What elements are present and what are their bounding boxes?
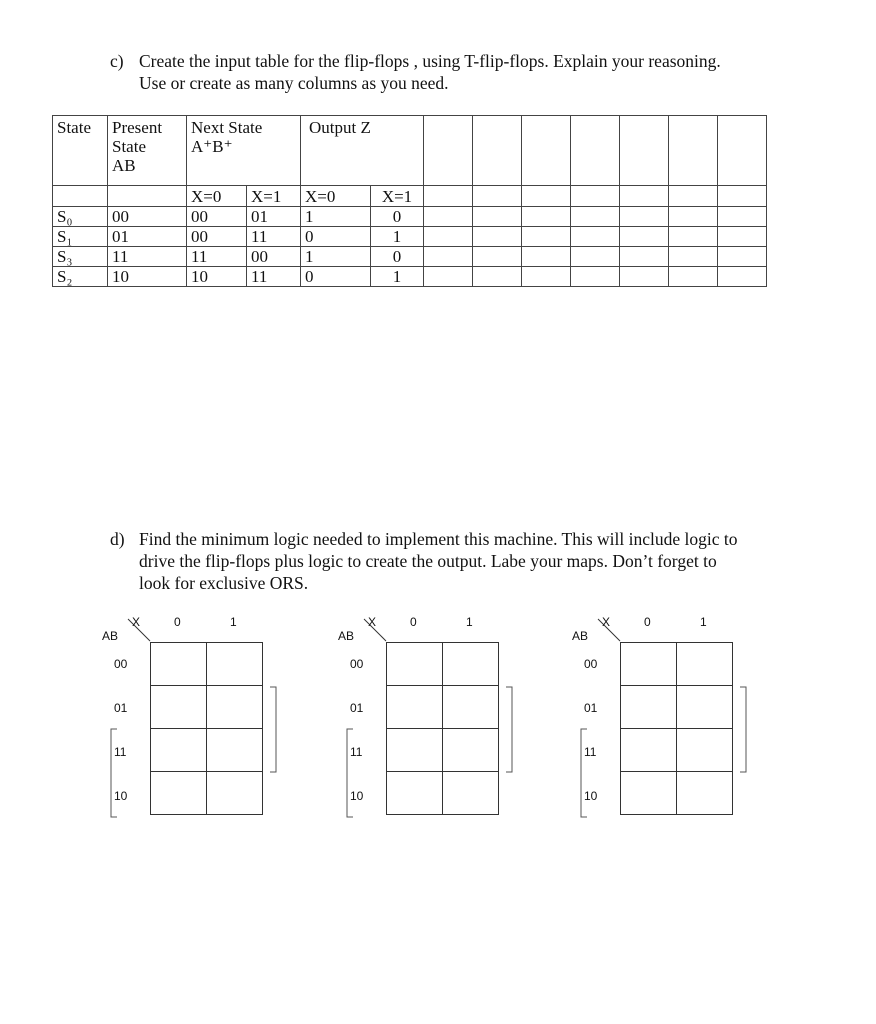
next-x1-cell: 11 [247, 267, 301, 287]
empty-cell[interactable] [571, 227, 620, 247]
empty-cell[interactable] [473, 247, 522, 267]
present-cell: 11 [108, 247, 187, 267]
next-x0-cell: 00 [187, 207, 247, 227]
present-cell: 01 [108, 227, 187, 247]
empty-cell[interactable] [473, 207, 522, 227]
state-cell: S₃ [53, 247, 108, 267]
state-cell: S₁ [53, 227, 108, 247]
table-row [53, 247, 767, 267]
empty-cell[interactable] [424, 247, 473, 267]
kmap-bracket-icon [344, 617, 597, 827]
empty-cell[interactable] [424, 227, 473, 247]
kmap-col-var: X [132, 615, 141, 629]
z-x0-cell: 0 [301, 227, 371, 247]
z-x1-cell: 1 [371, 267, 424, 287]
empty-cell[interactable] [669, 247, 718, 267]
empty-cell[interactable] [620, 227, 669, 247]
empty-cell[interactable] [669, 186, 718, 207]
table-header-row [53, 116, 767, 186]
subheader-next-x1: X=1 [247, 186, 301, 207]
next-x0-cell: 11 [187, 247, 247, 267]
empty-cell[interactable] [571, 267, 620, 287]
empty-cell[interactable] [620, 207, 669, 227]
next-x1-cell: 11 [247, 227, 301, 247]
header-next-state [187, 116, 301, 186]
kmap-row-00: 00 [584, 657, 598, 671]
table-subheader-row [53, 186, 767, 207]
kmap-row-10: 10 [584, 789, 598, 803]
empty-cell[interactable] [571, 116, 620, 186]
kmap-row-var: AB [572, 629, 589, 643]
kmap-col-0: 0 [174, 615, 181, 629]
flip-flop-table [52, 115, 767, 287]
empty-cell[interactable] [718, 116, 767, 186]
kmap-row-01: 01 [114, 701, 128, 715]
next-x1-cell: 00 [247, 247, 301, 267]
kmap-row-11: 11 [114, 745, 127, 759]
empty-cell[interactable] [522, 116, 571, 186]
question-d [110, 528, 840, 598]
empty-cell[interactable] [669, 267, 718, 287]
state-cell: S₀ [53, 207, 108, 227]
empty-cell[interactable] [718, 227, 767, 247]
kmap-col-0: 0 [644, 615, 651, 629]
kmap-bracket-icon [108, 617, 358, 827]
state-cell: S₂ [53, 267, 108, 287]
present-cell: 00 [108, 207, 187, 227]
header-next-l2: A⁺B⁺ [191, 137, 233, 156]
empty-cell[interactable] [473, 186, 522, 207]
kmap-bracket-icon [578, 617, 828, 827]
next-x0-cell: 00 [187, 227, 247, 247]
kmap-col-0: 0 [410, 615, 417, 629]
header-next-l1: Next State [191, 118, 263, 137]
table-row [53, 227, 767, 247]
table-row [53, 267, 767, 287]
kmap-2 [338, 615, 597, 827]
question-c-label: c) [110, 51, 124, 71]
z-x0-cell: 0 [301, 267, 371, 287]
kmap-row-00: 00 [114, 657, 128, 671]
kmap-row-11: 11 [350, 745, 363, 759]
header-present-state [108, 116, 187, 186]
empty-cell[interactable] [620, 186, 669, 207]
kmap-3 [572, 615, 828, 827]
empty-cell[interactable] [718, 267, 767, 287]
empty-cell[interactable] [669, 207, 718, 227]
present-cell: 10 [108, 267, 187, 287]
kmap-1 [102, 615, 358, 827]
empty-cell[interactable] [669, 227, 718, 247]
header-present-l1: Present [112, 118, 163, 137]
empty-cell[interactable] [522, 227, 571, 247]
next-x1-cell: 01 [247, 207, 301, 227]
header-present-l3: AB [112, 156, 136, 175]
empty-cell[interactable] [424, 186, 473, 207]
empty-cell[interactable] [473, 267, 522, 287]
empty-cell[interactable] [522, 186, 571, 207]
empty-cell[interactable] [620, 267, 669, 287]
table-row [53, 207, 767, 227]
empty-cell[interactable] [571, 186, 620, 207]
question-d-line3: look for exclusive ORS. [139, 573, 309, 593]
empty-cell[interactable] [620, 116, 669, 186]
empty-cell[interactable] [473, 227, 522, 247]
question-d-label: d) [110, 529, 125, 549]
question-c-line2: Use or create as many columns as you need. [139, 73, 449, 93]
empty-cell[interactable] [473, 116, 522, 186]
subheader-next-x0: X=0 [187, 186, 247, 207]
kmap-col-1: 1 [230, 615, 237, 629]
empty-cell[interactable] [424, 207, 473, 227]
kmap-row-var: AB [102, 629, 119, 643]
z-x1-cell: 1 [371, 227, 424, 247]
question-d-line2: drive the flip-flops plus logic to create the output. Labe your maps. Don’t forget to [139, 551, 717, 571]
kmap-row-10: 10 [350, 789, 364, 803]
z-x1-cell: 0 [371, 247, 424, 267]
kmap-row-11: 11 [584, 745, 597, 759]
kmap-row-var: AB [338, 629, 355, 643]
empty-cell[interactable] [571, 247, 620, 267]
z-x0-cell: 1 [301, 247, 371, 267]
header-output-label: Output Z [309, 118, 371, 137]
empty-cell[interactable] [522, 267, 571, 287]
empty-cell[interactable] [522, 207, 571, 227]
header-output [301, 116, 424, 186]
empty-cell[interactable] [669, 116, 718, 186]
empty-cell[interactable] [718, 186, 767, 207]
next-x0-cell: 10 [187, 267, 247, 287]
empty-cell[interactable] [718, 207, 767, 227]
question-c [110, 50, 830, 100]
z-x1-cell: 0 [371, 207, 424, 227]
header-state: State [53, 116, 108, 186]
empty-cell [53, 186, 108, 207]
z-x0-cell: 1 [301, 207, 371, 227]
header-present-l2: State [112, 137, 146, 156]
empty-cell[interactable] [424, 116, 473, 186]
empty-cell[interactable] [620, 247, 669, 267]
question-c-line1: Create the input table for the flip-flops , using T-flip-flops. Explain your reasoning. [139, 51, 721, 71]
kmap-row-01: 01 [350, 701, 364, 715]
subheader-z-x0: X=0 [301, 186, 371, 207]
empty-cell[interactable] [424, 267, 473, 287]
empty-cell[interactable] [571, 207, 620, 227]
subheader-z-x1: X=1 [371, 186, 424, 207]
kmap-row-01: 01 [584, 701, 598, 715]
empty-cell [108, 186, 187, 207]
kmap-row-10: 10 [114, 789, 128, 803]
kmap-col-1: 1 [466, 615, 473, 629]
empty-cell[interactable] [718, 247, 767, 267]
empty-cell[interactable] [522, 247, 571, 267]
kmap-col-1: 1 [700, 615, 707, 629]
kmap-col-var: X [368, 615, 377, 629]
kmap-row-00: 00 [350, 657, 364, 671]
question-d-line1: Find the minimum logic needed to implement this machine. This will include logic to [139, 529, 738, 549]
kmap-col-var: X [602, 615, 611, 629]
